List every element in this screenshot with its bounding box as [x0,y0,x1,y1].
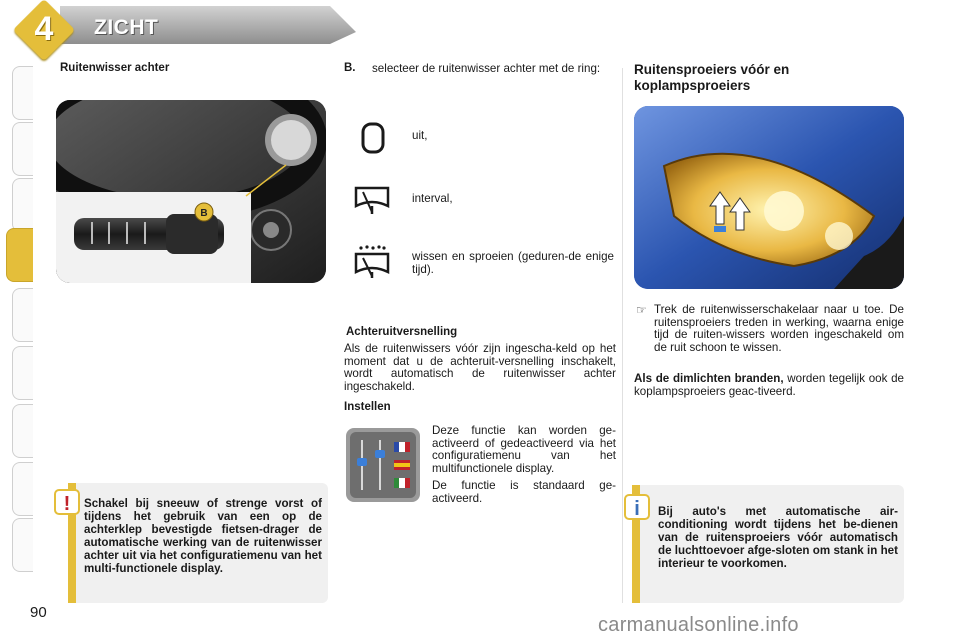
headlamp-photo [634,106,904,289]
chapter-title: ZICHT [94,16,159,39]
reverse-gear-text: Als de ruitenwissers vóór zijn ingescha-keld op het moment dat u de achteruit-versnelling inschakelt, wordt automatisch de ruitenwisser achter ingeschakeld. [344,342,616,393]
dipped-beam-paragraph [634,373,904,398]
chapter-tab[interactable] [12,288,33,342]
chapter-tab[interactable] [12,178,33,232]
page-number: 90 [30,604,47,621]
settings-menu-icon [346,428,420,502]
svg-text:!: ! [63,493,71,515]
info-icon [624,494,650,520]
column-divider [622,68,623,603]
washers-title: Ruitensproeiers vóór en koplampsproeiers [634,62,790,93]
dipped-beam-bold: Als de dimlichten branden, [634,372,784,385]
settings-text-1: Deze functie kan worden ge-activeerd of gedeactiveerd via het configuratiemenu van het multifunctionele display. [432,424,616,475]
svg-text:i: i [634,498,640,520]
wiper-interval-icon [353,184,391,218]
watermark: carmanualsonline.info [598,614,799,636]
wiper-wash-icon [353,244,391,280]
settings-title: Instellen [344,401,391,413]
option-off-text: uit, [412,129,428,142]
step-label: B. [344,62,356,74]
chapter-number: 4 [34,10,54,48]
option-wash-text: wissen en sproeien (geduren-de enige tijd). [412,250,614,276]
settings-text-2: De functie is standaard ge-activeerd. [432,479,616,505]
chapter-tab[interactable] [12,404,33,458]
info-text: Bij auto's met automatische air-conditioning wordt tijdens het be-dienen van de ruitensproeiers vóór automatisch de luchttoevoer afge-sloten om stank in het interieur te voorkomen. [658,505,898,570]
option-interval-text: interval, [412,192,453,205]
chapter-tab[interactable] [12,122,33,176]
headlamp-washer-illustration [634,106,904,289]
chapter-tab-active[interactable] [6,228,33,282]
chapter-tab[interactable] [12,462,33,516]
chapter-tab[interactable] [12,66,33,120]
washer-instruction-text: Trek de ruitenwisserschakelaar naar u toe. De ruitensproeiers treden in werking, waarna enige tijd de ruiten-wissers worden ingeschakeld om de ruit schoon te wissen. [654,303,904,354]
wiper-off-icon [358,122,388,154]
reverse-gear-title: Achteruitversnelling [346,326,458,338]
warning-text: Schakel bij sneeuw of strenge vorst of tijdens het gebruik van een op de achterklep bevestigde fietsen-drager de automatische werking van de ruitenwisser achter uit via het configuratiemenu van het multi-functionele display. [84,497,322,575]
bullet-pointer-icon: ☞ [636,303,647,317]
wiper-stalk-illustration [56,100,326,283]
dipped-beam-text: worden tegelijk ook de koplampsproeiers geac-tiveerd. [634,372,904,398]
chapter-tab[interactable] [12,346,33,400]
chapter-tab[interactable] [12,518,33,572]
chapter-tabs [0,66,32,586]
rear-wiper-title: Ruitenwisser achter [60,62,170,74]
wiper-stalk-photo [56,100,326,283]
callout-b-label: B [200,208,208,219]
step-text: selecteer de ruitenwisser achter met de ring: [372,62,601,75]
warning-icon [54,489,80,515]
